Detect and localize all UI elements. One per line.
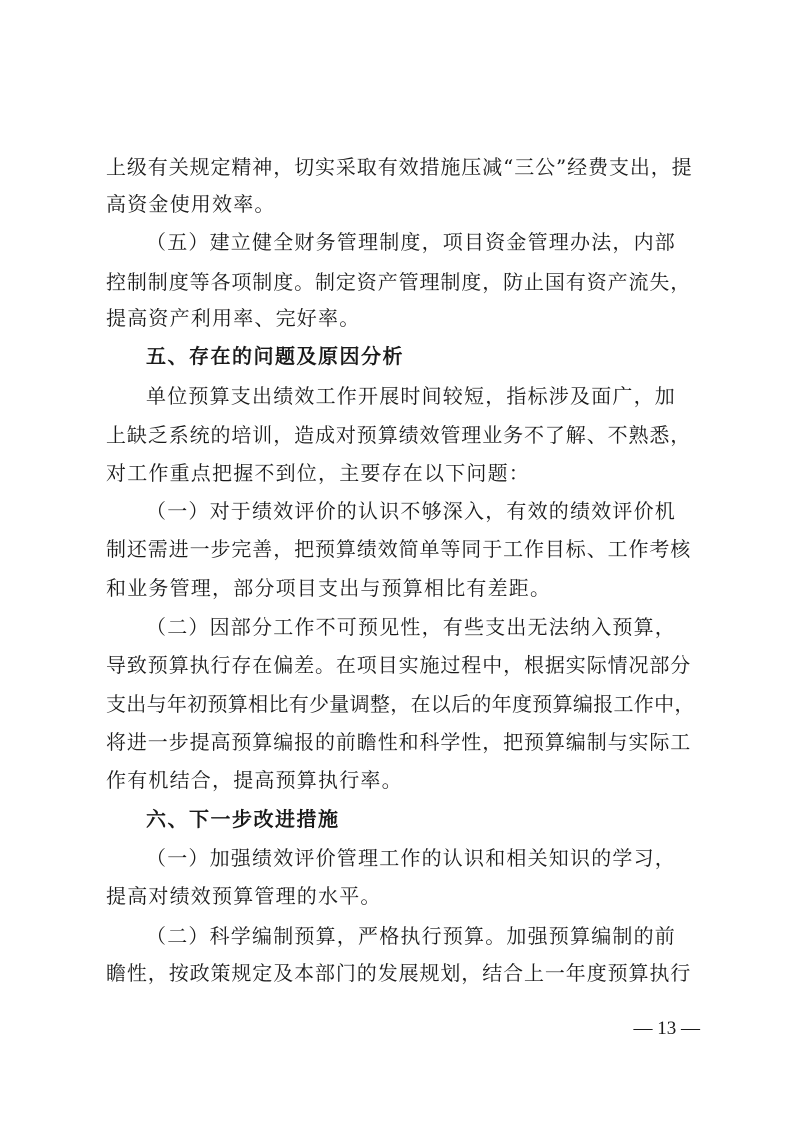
paragraph-start-line: （二）因部分工作不可预见性，有些支出无法纳入预算， bbox=[146, 615, 676, 639]
section-heading-6: 六、下一步改进措施 bbox=[146, 807, 340, 831]
paragraph-start-line: （一）对于绩效评价的认识不够深入，有效的绩效评价机 bbox=[146, 499, 676, 523]
body-text-line: 提高资产利用率、完好率。 bbox=[106, 306, 361, 330]
body-text-line: 作有机结合，提高预算执行率。 bbox=[106, 768, 403, 792]
body-text-line: 上缺乏系统的培训，造成对预算绩效管理业务不了解、不熟悉， bbox=[106, 423, 692, 447]
body-text-line: 和业务管理，部分项目支出与预算相比有差距。 bbox=[106, 576, 552, 600]
body-text-line: 将进一步提高预算编报的前瞻性和科学性，把预算编制与实际工 bbox=[106, 730, 692, 754]
body-text-line: 对工作重点把握不到位，主要存在以下问题： bbox=[106, 461, 530, 485]
paragraph-start-line: 单位预算支出绩效工作开展时间较短，指标涉及面广，加 bbox=[146, 384, 676, 408]
paragraph-start-line: （五）建立健全财务管理制度，项目资金管理办法，内部 bbox=[146, 230, 676, 254]
body-text-line: 瞻性，按政策规定及本部门的发展规划，结合上一年度预算执行 bbox=[106, 961, 692, 985]
body-text-line: 提高对绩效预算管理的水平。 bbox=[106, 884, 382, 908]
page-number: — 13 — bbox=[633, 1018, 700, 1039]
body-text-line: 高资金使用效率。 bbox=[106, 192, 276, 216]
paragraph-start-line: （一）加强绩效评价管理工作的认识和相关知识的学习， bbox=[146, 846, 676, 870]
body-text-line: 制还需进一步完善，把预算绩效简单等同于工作目标、工作考核 bbox=[106, 537, 692, 561]
paragraph-start-line: （二）科学编制预算，严格执行预算。加强预算编制的前 bbox=[146, 924, 676, 948]
body-text-line: 上级有关规定精神，切实采取有效措施压减“三公”经费支出，提 bbox=[106, 155, 693, 179]
body-text-line: 导致预算执行存在偏差。在项目实施过程中，根据实际情况部分 bbox=[106, 653, 692, 677]
section-heading-5: 五、存在的问题及原因分析 bbox=[146, 344, 404, 368]
body-text-line: 支出与年初预算相比有少量调整，在以后的年度预算编报工作中， bbox=[106, 692, 695, 716]
body-text-line: 控制制度等各项制度。制定资产管理制度，防止国有资产流失， bbox=[106, 270, 692, 294]
